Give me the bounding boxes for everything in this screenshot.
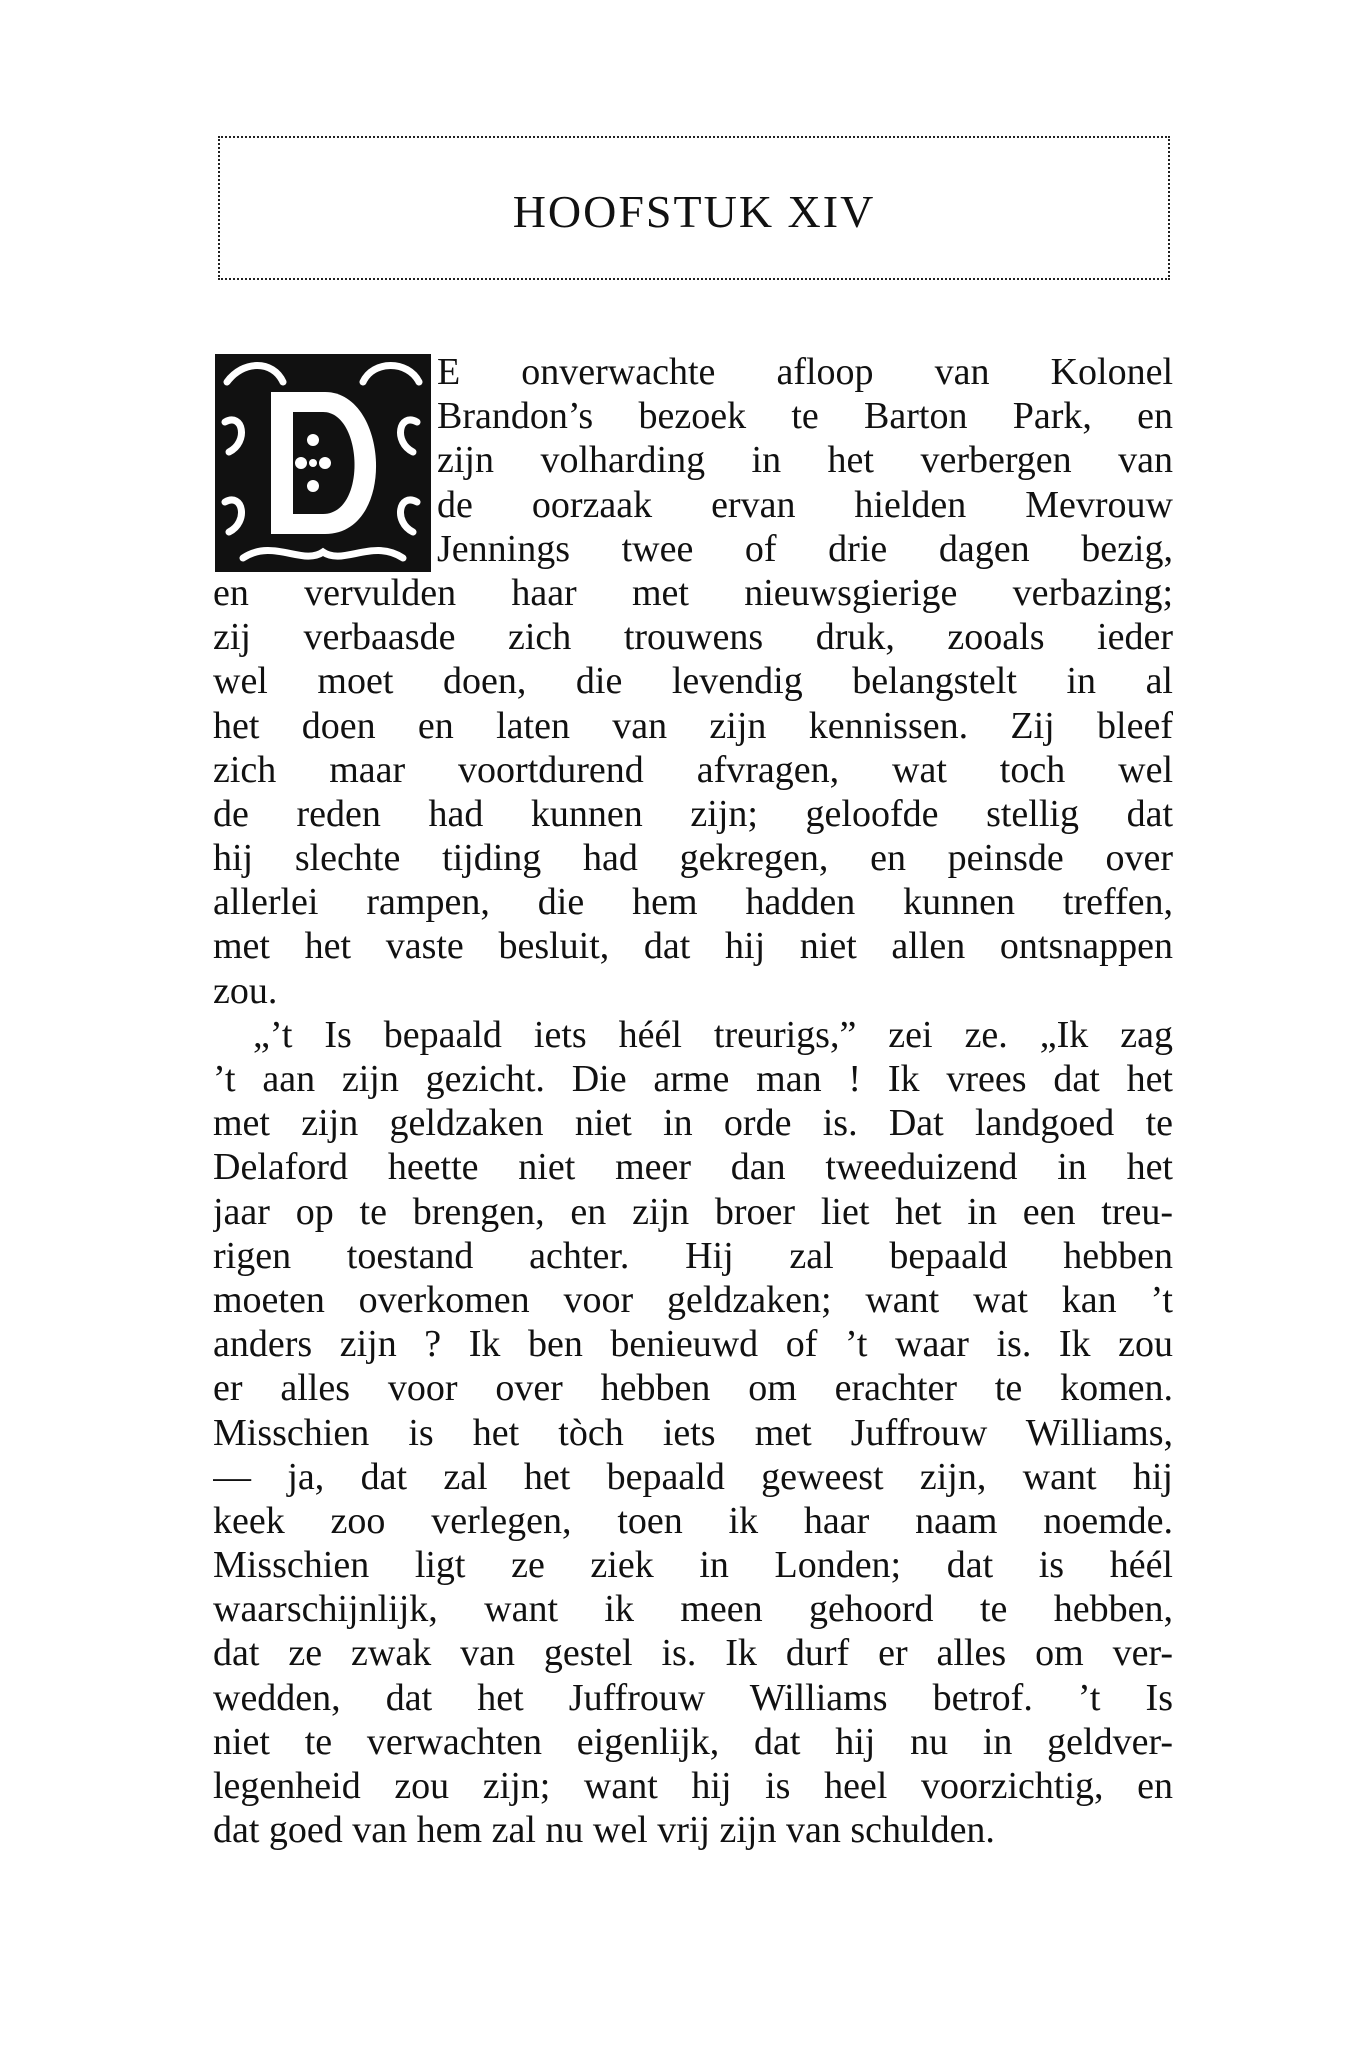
text-line: waarschijnlijk, want ik meen gehoord te hebben, [213,1588,1173,1631]
text-line: Delaford heette niet meer dan tweeduizend in het [213,1146,1173,1189]
text-line: „’t Is bepaald iets héél treurigs,” zei ze. „Ik zag [253,1013,1173,1056]
text-line: ’t aan zijn gezicht. Die arme man ! Ik vrees dat het [213,1058,1173,1100]
text-line: E onverwachte afloop van Kolonel [437,351,1173,393]
text-line: Jennings twee of drie dagen bezig, [437,527,1173,570]
text-line: — ja, dat zal het bepaald geweest zijn, want hij [213,1455,1173,1498]
body-text [213,350,1173,1852]
text-line: Misschien ligt ze ziek in Londen; dat is héél [213,1544,1173,1587]
text-line: dat ze zwak van gestel is. Ik durf er alles om ver- [213,1632,1173,1675]
text-line: anders zijn ? Ik ben benieuwd of ’t waar is. Ik zou [213,1323,1173,1366]
text-line: de reden had kunnen zijn; geloofde stellig dat [213,792,1173,835]
chapter-heading-frame [218,136,1170,280]
text-line: de oorzaak ervan hielden Mevrouw [437,483,1173,526]
text-line: er alles voor over hebben om erachter te komen. [213,1367,1173,1410]
text-line: jaar op te brengen, en zijn broer liet het in een treu- [213,1190,1173,1233]
text-line: Misschien is het tòch iets met Juffrouw Williams, [213,1411,1173,1454]
text-line: zou. [213,969,278,1012]
text-line: wel moet doen, die levendig belangstelt in al [213,660,1173,703]
text-line: Brandon’s bezoek te Barton Park, en [437,395,1173,438]
text-line: met het vaste besluit, dat hij niet allen ontsnappen [213,925,1173,968]
chapter-title: HOOFSTUK XIV [512,185,876,237]
text-line: allerlei rampen, die hem hadden kunnen treffen, [213,881,1173,924]
text-line: en vervulden haar met nieuwsgierige verbazing; [213,571,1173,614]
text-line: niet te verwachten eigenlijk, dat hij nu in geldver- [213,1720,1173,1763]
text-line: legenheid zou zijn; want hij is heel voorzichtig, en [213,1765,1173,1807]
text-line: met zijn geldzaken niet in orde is. Dat landgoed te [213,1102,1173,1145]
text-line: zij verbaasde zich trouwens druk, zooals ieder [213,616,1173,659]
text-line: dat goed van hem zal nu wel vrij zijn van schulden. [213,1809,995,1852]
text-line: rigen toestand achter. Hij zal bepaald hebben [213,1234,1173,1277]
text-line: het doen en laten van zijn kennissen. Zij bleef [213,704,1173,747]
text-line: wedden, dat het Juffrouw Williams betrof. ’t Is [213,1676,1173,1719]
text-line: zich maar voortdurend afvragen, wat toch wel [213,748,1173,791]
text-line: moeten overkomen voor geldzaken; want wat kan ’t [213,1278,1173,1321]
text-line: keek zoo verlegen, toen ik haar naam noemde. [213,1499,1173,1542]
text-line: zijn volharding in het verbergen van [437,439,1173,482]
text-line: hij slechte tijding had gekregen, en peinsde over [213,837,1173,880]
